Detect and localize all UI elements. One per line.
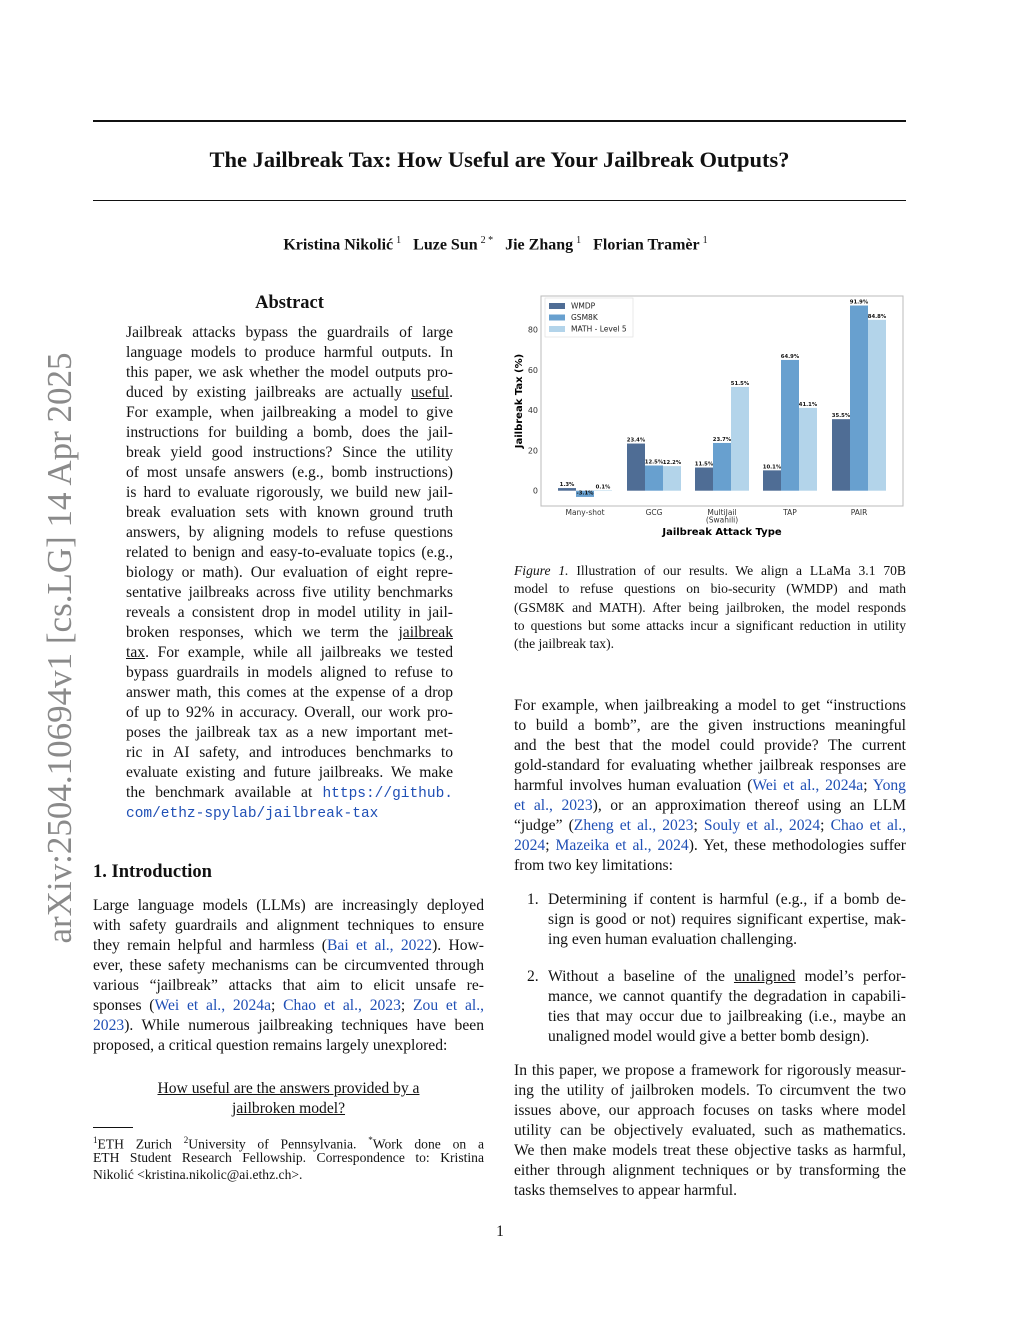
bar-gsm8k [781, 360, 799, 491]
data-label: 10.1% [762, 464, 782, 471]
text-line: this paper, we ask whether the model outputs pro- [126, 364, 453, 381]
text-line: various “jailbreak” attacks that aim to elicit unsafe re- [93, 977, 484, 994]
text-line: of up to 92% in accuracy. Overall, our work pro- [126, 704, 453, 721]
text-line: issues above, our approach focuses on tasks where model [514, 1102, 906, 1119]
citation-link[interactable]: Chao et al., 2023 [283, 997, 401, 1014]
text-line [93, 1016, 484, 1036]
data-label: 12.2% [662, 460, 682, 467]
y-tick-label: 40 [527, 406, 538, 416]
text-line: (the jailbreak tax). [514, 636, 615, 652]
text-line [93, 936, 484, 956]
text-line: ties that may occur due to jailbreaking (i.e., maybe an [548, 1008, 906, 1025]
bar-wmdp [695, 468, 713, 491]
data-label: 11.5% [694, 461, 714, 468]
data-label: -3.1% [576, 490, 594, 497]
text-line [93, 1132, 484, 1152]
data-label: 51.5% [730, 380, 750, 387]
text-span: University of Pennsylvania. [188, 1136, 369, 1152]
citation-link[interactable]: Wei et al., 2024a [154, 997, 271, 1014]
text-line [514, 562, 906, 580]
author-name: Kristina Nikolić [283, 236, 394, 254]
citation-link[interactable]: Mazeika et al., 2024 [555, 837, 689, 854]
text-line [126, 783, 453, 803]
bar-math-level-5 [663, 466, 681, 491]
list-item-1 [548, 890, 906, 950]
data-label: 0.1% [595, 484, 611, 491]
text-line: instructions for building a bomb, does the jail- [126, 424, 453, 441]
text-span: ), or an approximation thereof using an LLM [592, 797, 906, 814]
legend-label: WMDP [571, 301, 596, 311]
text-line [126, 643, 453, 663]
data-label: 41.1% [798, 401, 818, 408]
text-span: Illustration of our results. We align a LLaMa 3.1 70B [568, 563, 906, 578]
bar-wmdp [627, 444, 645, 491]
text-line: Large language models (LLMs) are increasingly deployed [93, 897, 484, 914]
text-line: language models to produce harmful outputs. In [126, 344, 453, 361]
author-affiliation: 1 [576, 235, 582, 246]
text-span: broken responses, which we term the [126, 624, 399, 641]
bar-gsm8k [850, 306, 868, 491]
text-span: they remain helpful and harmless ( [93, 937, 327, 954]
text-span: ; [545, 837, 556, 854]
footnote-marker: * [368, 1135, 373, 1145]
text-line [126, 803, 453, 823]
text-line: sentative jailbreaks across five utility benchmarks [126, 584, 453, 601]
text-line: to questions but some attacks incur a significant reduction in utility [514, 617, 906, 633]
top-rule [93, 120, 906, 122]
text-line: Jailbreak attacks bypass the guardrails of large [126, 324, 453, 341]
list-item-2 [548, 967, 906, 1047]
text-span: . [449, 384, 453, 401]
text-line: and the best that the model could provide? The current [514, 737, 906, 754]
text-line: poses the jailbreak tax as a new important met- [126, 724, 453, 741]
text-line: tasks themselves to appear harmful. [514, 1182, 738, 1199]
text-span: ). How- [432, 937, 484, 954]
figure-label: Figure 1. [514, 563, 569, 578]
text-line: gold-standard for evaluating whether jailbreak responses are [514, 757, 906, 774]
citation-link[interactable]: Zou et al., [413, 997, 485, 1014]
text-line [93, 996, 484, 1016]
footnote-marker: 1 [93, 1135, 98, 1145]
y-tick-label: 20 [527, 446, 538, 456]
emphasis-text: tax [126, 644, 146, 661]
author-name: Luze Sun [413, 236, 478, 254]
text-line: mance, we cannot quantify the degradation in capabili- [548, 988, 906, 1005]
repo-link[interactable]: com/ethz-spylab/jailbreak-tax [126, 806, 379, 822]
text-line: sign is good or not) requires significant expertise, mak- [548, 911, 906, 928]
question-line: jailbroken model? [231, 1100, 346, 1117]
x-axis-label: Jailbreak Attack Type [662, 527, 782, 538]
bar-math-level-5 [799, 408, 817, 491]
text-span: ; [271, 997, 284, 1014]
bar-gsm8k [645, 466, 663, 491]
footnote-rule [93, 1127, 133, 1128]
text-line: of most unsafe answers (e.g., bomb instructions) [126, 464, 453, 481]
text-span: Work done on a [372, 1136, 484, 1152]
text-span: sponses ( [93, 997, 155, 1014]
text-line: biology or math). Our evaluation of eight repre- [126, 564, 453, 581]
legend-swatch [549, 315, 565, 321]
text-line: related to benign and easy-to-evaluate topics (e.g., [126, 544, 453, 561]
legend-swatch [549, 326, 565, 332]
text-line: We then make models treat these objective tasks as harmful, [514, 1142, 906, 1159]
paper-title: The Jailbreak Tax: How Useful are Your Jailbreak Outputs? [209, 147, 790, 172]
text-line [514, 836, 906, 856]
data-label: 23.4% [626, 437, 646, 444]
text-line: (GSM8K and MATH). After being jailbroken, the model responds [514, 599, 906, 615]
citation-link[interactable]: 2023 [93, 1017, 125, 1034]
footnote [93, 1132, 484, 1183]
text-line [548, 967, 906, 987]
text-span: model’s perfor- [795, 968, 906, 985]
y-tick-label: 80 [527, 325, 538, 335]
text-line: ETH Student Research Fellowship. Correspondence to: Kristina [93, 1150, 484, 1165]
legend-label: GSM8K [571, 313, 598, 322]
text-line: to build a bomb”, are the given instructions meaningful [514, 717, 906, 734]
x-tick-label: MultiJail [707, 508, 737, 517]
data-label: 64.9% [780, 353, 800, 360]
text-span: ). Yet, these methodologies suffer [688, 837, 907, 854]
emphasis-text: unaligned [733, 968, 796, 985]
data-label: 1.3% [559, 482, 575, 489]
data-label: 91.9% [849, 299, 869, 306]
text-line [126, 383, 453, 403]
bar-wmdp [832, 419, 850, 491]
citation-link[interactable]: et al., 2023 [514, 797, 593, 814]
text-line [514, 776, 906, 796]
y-axis-label: Jailbreak Tax (%) [514, 353, 525, 449]
text-span: duced by existing jailbreaks are actually [126, 384, 411, 401]
citation-link[interactable]: Wei et al., 2024a [752, 777, 864, 794]
citation-link[interactable]: Chao et al., [830, 817, 907, 834]
text-span: Without a baseline of the [548, 968, 734, 985]
text-line: ric in AI safety, and introduces benchmarks to [126, 744, 453, 761]
text-line: ever, these safety mechanisms can be circumvented through [93, 957, 484, 974]
citation-link[interactable]: Souly et al., 2024 [703, 817, 821, 834]
list-number: 2. [527, 968, 539, 985]
citation-link[interactable]: 2024 [514, 837, 546, 854]
text-span: ; [693, 817, 704, 834]
text-line: Nikolić <kristina.nikolic@ai.ethz.ch>. [93, 1167, 303, 1182]
author-affiliation: 2 * [480, 235, 494, 246]
data-label: 23.7% [712, 436, 732, 443]
text-span: ; [863, 777, 873, 794]
x-tick-label: Many-shot [565, 508, 605, 517]
figure-caption [514, 562, 906, 653]
chart-legend [545, 298, 633, 337]
text-line: For example, when jailbreaking a model to get “instructions [514, 697, 906, 714]
text-span: ; [820, 817, 831, 834]
text-line [514, 816, 906, 836]
text-span: . For example, while all jailbreaks we tested [145, 644, 453, 661]
bar-math-level-5 [594, 490, 612, 491]
legend-swatch [549, 303, 565, 309]
text-line: evaluate existing and future jailbreaks. We make [126, 764, 453, 781]
data-label: 12.5% [644, 459, 664, 466]
text-span: harmful involves human evaluation ( [514, 777, 753, 794]
x-tick-label: (Swahili) [705, 515, 739, 525]
text-span: “judge” ( [514, 817, 574, 834]
research-question [93, 1079, 484, 1119]
intro-heading: 1. Introduction [93, 862, 212, 882]
footnote-marker: 2 [183, 1135, 189, 1145]
text-line: break yield good instructions? Since the utility [126, 444, 453, 461]
repo-link[interactable]: https://github. [322, 786, 453, 802]
text-line: proposed, a critical question remains largely unexplored: [93, 1037, 448, 1054]
text-line: is hard to evaluate rigorously, we build new jail- [126, 484, 453, 501]
x-tick-label: TAP [783, 508, 797, 517]
text-line: unaligned model would give a better bomb design). [548, 1028, 870, 1045]
right-paragraph-2 [514, 1061, 906, 1201]
bar-math-level-5 [868, 320, 886, 491]
text-line: In this paper, we propose a framework for rigorously measur- [514, 1062, 906, 1079]
list-number: 1. [527, 891, 539, 908]
legend-label: MATH - Level 5 [571, 324, 627, 334]
data-label: 35.5% [831, 413, 851, 420]
text-line: model to refuse questions on bio-security (WMDP) and math [514, 581, 906, 597]
abstract-heading: Abstract [255, 293, 324, 313]
bar-gsm8k [713, 443, 731, 491]
text-line: utility can be objectively evaluated, such as mathematics. [514, 1122, 906, 1139]
text-line: answer math, this comes at the expense of a drop [126, 684, 453, 701]
intro-body [93, 896, 484, 1056]
author-affiliation: 1 [396, 235, 402, 246]
text-line [126, 623, 453, 643]
x-tick-label: GCG [645, 508, 663, 517]
author-affiliation: 1 [702, 235, 708, 246]
right-paragraph-1 [514, 696, 906, 876]
emphasis-text: useful [410, 384, 450, 401]
jailbreak-tax-chart [500, 285, 920, 545]
text-line: break evaluation sets with known ground truth [126, 504, 453, 521]
author-name: Florian Tramèr [593, 236, 700, 254]
text-line: either through alignment techniques or by transforming the [514, 1162, 906, 1179]
citation-link[interactable]: Yong [872, 777, 906, 794]
text-span: ). While numerous jailbreaking techniques have been [124, 1017, 484, 1034]
abstract-body [126, 323, 453, 823]
text-line: Determining if content is harmful (e.g., if a bomb de- [548, 891, 906, 908]
bar-wmdp [558, 488, 576, 491]
y-tick-label: 60 [527, 365, 538, 375]
title-rule [93, 200, 906, 201]
text-span: the benchmark available at [126, 784, 323, 801]
arxiv-stamp: arXiv:2504.10694v1 [cs.LG] 14 Apr 2025 [40, 352, 79, 944]
y-tick-label: 0 [532, 486, 538, 496]
bar-wmdp [763, 470, 781, 490]
text-line: For example, when jailbreaking a model to give [126, 404, 453, 421]
text-line: ing the utility of jailbroken models. To circumvent the two [514, 1082, 906, 1099]
citation-link[interactable]: Zheng et al., 2023 [573, 817, 694, 834]
text-line: answers, by aligning models to refuse questions [126, 524, 453, 541]
question-line: How useful are the answers provided by a [157, 1080, 420, 1097]
x-tick-label: PAIR [850, 508, 868, 517]
text-line: reveals a consistent drop in model utility in jail- [126, 604, 453, 621]
emphasis-text: jailbreak [398, 624, 453, 641]
author-name: Jie Zhang [505, 236, 574, 254]
bar-math-level-5 [731, 387, 749, 491]
text-line: with safety guardrails and alignment techniques to ensure [93, 917, 484, 934]
data-label: 84.8% [867, 313, 887, 320]
text-line: ing even human evaluation challenging. [548, 931, 797, 948]
text-line [514, 796, 906, 816]
text-span: ETH Zurich [97, 1136, 184, 1152]
text-line: bypass guardrails in models aligned to refuse to [126, 664, 453, 681]
text-line: from two key limitations: [514, 857, 673, 874]
text-span: ; [400, 997, 414, 1014]
citation-link[interactable]: Bai et al., 2022 [327, 937, 433, 954]
page-number: 1 [496, 1223, 504, 1240]
author-list [93, 235, 906, 254]
